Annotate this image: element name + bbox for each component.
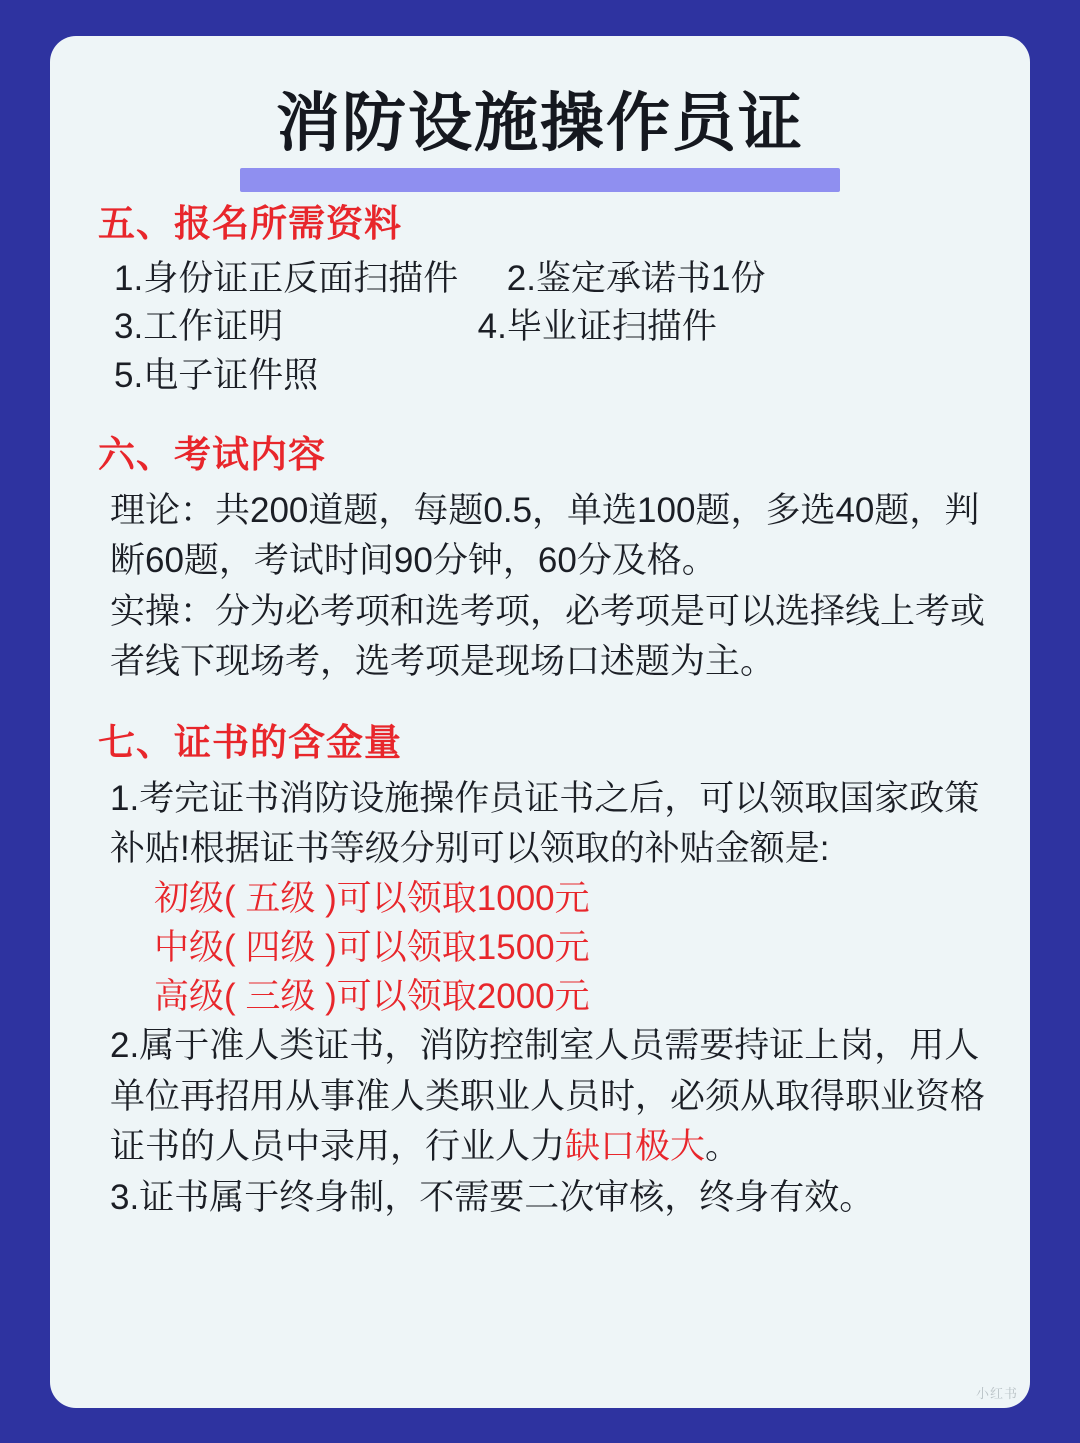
section-heading-value: 七、证书的含金量	[98, 721, 402, 763]
value-item-2-highlight: 缺口极大	[565, 1127, 706, 1167]
exam-theory-paragraph: 理论：共200道题，每题0.5，单选100题，多选40题，判断60题，考试时间90分钟，60分及格。	[110, 491, 980, 581]
title-block	[84, 87, 996, 159]
value-item-1: 1.考完证书消防设施操作员证书之后，可以领取国家政策补贴!根据证书等级分别可以领取的补贴金额是:	[110, 778, 980, 869]
value-item-2-text: 2.属于准人类证书，消防控制室人员需要持证上岗，用人单位再招用从事准人类职业人员时，必须从取得职业资格证书的人员中录用，行业人力	[110, 1026, 986, 1167]
spacer	[84, 688, 996, 698]
watermark: 小红书	[975, 1386, 1018, 1401]
title-underline-highlight	[240, 168, 840, 192]
materials-line-3: 5.电子证件照	[114, 355, 319, 395]
subsidy-line-senior: 高级( 三级 )可以领取2000元	[154, 977, 590, 1017]
value-item-3: 3.证书属于终身制，不需要二次审核，终身有效。	[110, 1177, 875, 1217]
exam-practice-paragraph: 实操：分为必考项和选考项，必考项是可以选择线上考或者线下现场考，选考项是现场口述题为主。	[110, 591, 986, 682]
value-item-2-tail: 。	[705, 1127, 741, 1167]
spacer	[84, 400, 996, 410]
materials-line-1: 1.身份证正反面扫描件 2.鉴定承诺书1份	[114, 259, 766, 299]
page-title: 消防设施操作员证	[276, 87, 804, 159]
section-heading-materials: 五、报名所需资料	[98, 203, 402, 245]
subsidy-line-intermediate: 中级( 四级 )可以领取1500元	[154, 928, 590, 968]
subsidy-line-junior: 初级( 五级 )可以领取1000元	[154, 879, 590, 919]
section-heading-exam-content: 六、考试内容	[98, 434, 326, 476]
value-item-2	[110, 1021, 986, 1172]
materials-line-2: 3.工作证明 4.毕业证扫描件	[114, 307, 717, 347]
poster-card	[50, 36, 1030, 1408]
